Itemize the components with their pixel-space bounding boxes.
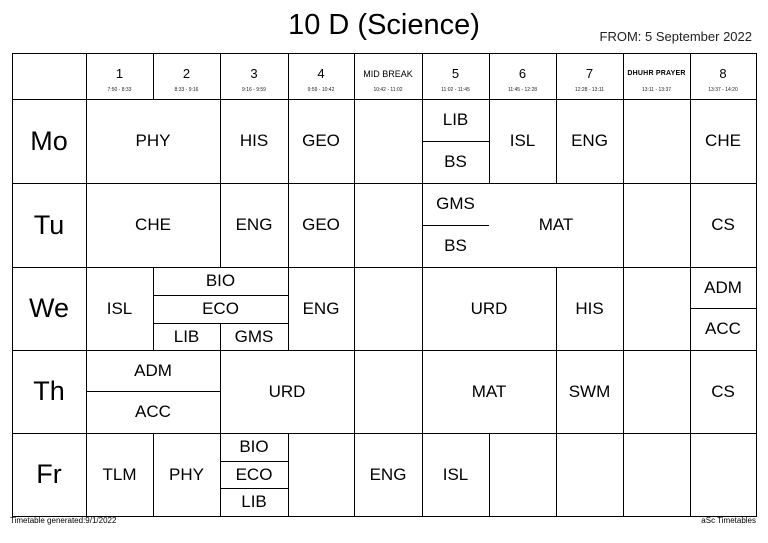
lesson-cell: URD bbox=[268, 381, 306, 401]
period-header-6 bbox=[489, 54, 556, 94]
software-credit: aSc Timetables bbox=[701, 516, 756, 525]
period-header-7 bbox=[556, 54, 623, 94]
lesson-cell: CHE bbox=[705, 131, 741, 150]
lesson-cell: SWM bbox=[568, 381, 611, 401]
period-header-1 bbox=[86, 54, 153, 94]
period-header-2 bbox=[153, 54, 220, 94]
period-header-mid-break bbox=[354, 54, 422, 94]
day-label-we: We bbox=[28, 293, 69, 323]
lesson-cell: CS bbox=[711, 381, 735, 401]
lesson-cell: ECO bbox=[202, 299, 239, 318]
lesson-cell: HIS bbox=[239, 131, 269, 150]
lesson-cell: ADM bbox=[704, 277, 742, 297]
period-label: 3 bbox=[250, 66, 258, 81]
grid-line bbox=[489, 433, 490, 517]
lesson-cell: CS bbox=[711, 215, 735, 234]
lesson-cell: ENG bbox=[235, 215, 273, 234]
lesson-cell: BIO bbox=[205, 271, 236, 290]
period-label: 1 bbox=[115, 66, 124, 81]
lesson-cell: MAT bbox=[538, 215, 574, 234]
period-label: 6 bbox=[518, 66, 527, 81]
day-label-fr: Fr bbox=[36, 459, 62, 489]
lesson-cell: BS bbox=[444, 152, 467, 171]
grid-line bbox=[756, 53, 757, 517]
lesson-cell: MAT bbox=[471, 381, 507, 401]
period-header-4 bbox=[288, 54, 354, 94]
lesson-cell: ENG bbox=[302, 298, 340, 318]
period-time: 11:45 - 12:28 bbox=[507, 87, 538, 93]
lesson-cell: PHY bbox=[135, 131, 171, 150]
period-label: 7 bbox=[585, 66, 594, 81]
period-time: 9:16 - 9:59 bbox=[242, 87, 266, 93]
day-label-th: Th bbox=[33, 376, 65, 406]
lesson-cell: CHE bbox=[135, 215, 171, 234]
period-time: 8:33 - 9:16 bbox=[174, 87, 199, 93]
lesson-cell: TLM bbox=[102, 464, 137, 484]
period-header-3 bbox=[220, 54, 288, 94]
lesson-cell: BS bbox=[444, 236, 467, 255]
lesson-cell: GEO bbox=[302, 131, 340, 150]
from-date: FROM: 5 September 2022 bbox=[599, 29, 752, 44]
period-header-dhuhr-prayer bbox=[623, 54, 690, 94]
period-time: 13:11 - 13:37 bbox=[641, 87, 672, 93]
lesson-cell: BIO bbox=[239, 437, 269, 456]
lesson-cell: GMS bbox=[436, 194, 475, 213]
period-label: DHUHR PRAYER bbox=[627, 70, 686, 77]
grid-line bbox=[623, 53, 624, 517]
generated-note: Timetable generated:9/1/2022 bbox=[10, 516, 117, 525]
period-label: 5 bbox=[451, 66, 460, 81]
period-header-5 bbox=[422, 54, 489, 94]
grid-line bbox=[288, 433, 289, 517]
lesson-cell: HIS bbox=[575, 298, 604, 318]
period-label: 2 bbox=[182, 66, 191, 81]
lesson-cell: ISL bbox=[442, 464, 469, 484]
lesson-cell: ENG bbox=[571, 131, 608, 150]
lesson-cell: GMS bbox=[234, 326, 274, 346]
timetable-title: 10 D (Science) bbox=[288, 9, 480, 41]
period-time: 11:02 - 11:45 bbox=[441, 87, 470, 93]
period-time: 12:28 - 13:11 bbox=[574, 87, 605, 93]
period-label: MID BREAK bbox=[363, 69, 413, 79]
lesson-cell: LIB bbox=[442, 110, 469, 129]
period-header-8 bbox=[690, 54, 756, 94]
lesson-cell: PHY bbox=[169, 464, 204, 484]
lesson-cell: URD bbox=[470, 298, 508, 318]
lesson-cell: ISL bbox=[106, 298, 133, 318]
day-label-tu: Tu bbox=[33, 209, 65, 240]
lesson-cell: ECO bbox=[235, 464, 273, 484]
lesson-cell: GEO bbox=[302, 215, 340, 234]
grid-line bbox=[12, 516, 756, 517]
period-time: 13:37 - 14:20 bbox=[708, 87, 738, 93]
period-label: 8 bbox=[719, 66, 727, 81]
period-time: 10:42 - 11:02 bbox=[373, 87, 403, 93]
lesson-cell: ENG bbox=[369, 464, 407, 484]
lesson-cell: LIB bbox=[241, 492, 267, 511]
day-label-mo: Mo bbox=[30, 125, 68, 156]
period-time: 9:59 - 10:42 bbox=[307, 87, 335, 93]
period-label: 4 bbox=[317, 66, 325, 81]
lesson-cell: ACC bbox=[705, 319, 741, 338]
lesson-cell: ACC bbox=[135, 402, 171, 421]
period-time: 7:50 - 8:33 bbox=[107, 87, 132, 93]
lesson-cell: ISL bbox=[509, 131, 536, 150]
lesson-cell: LIB bbox=[173, 326, 200, 346]
lesson-cell: ADM bbox=[134, 360, 172, 380]
